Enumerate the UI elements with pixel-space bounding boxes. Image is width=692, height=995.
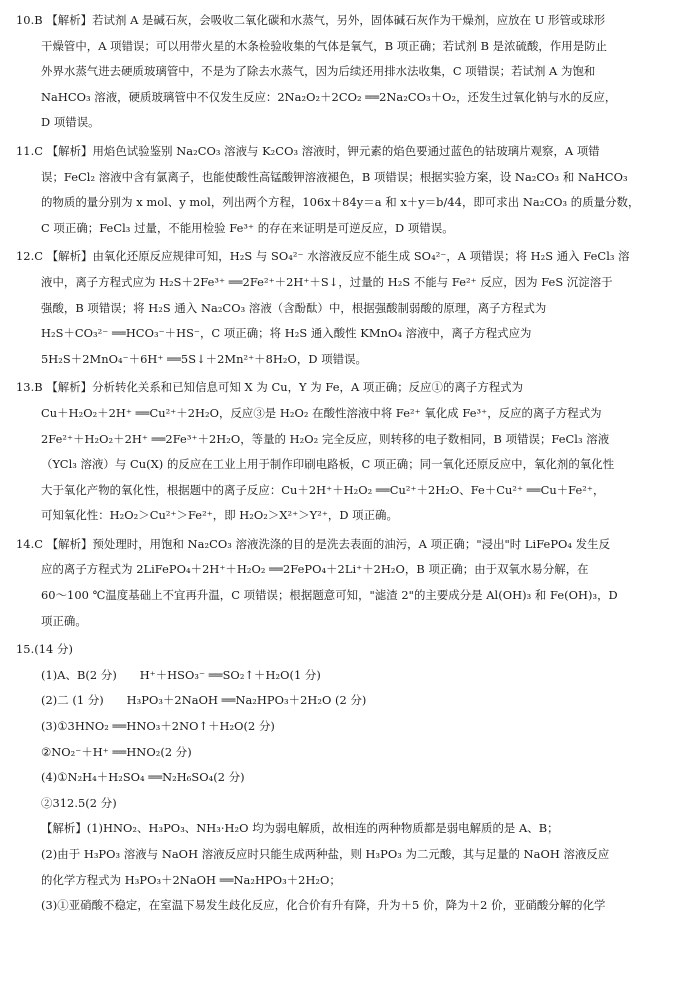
answer-line: ②312.5(2 分) bbox=[41, 795, 117, 810]
answer-line: 干燥管中，A 项错误；可以用带火星的木条检验收集的气体是氧气，B 项正确；若试剂 B 是浓硫酸，作用是防止 bbox=[41, 38, 608, 53]
answer-line: 液中，离子方程式应为 H₂S＋2Fe³⁺ ══2Fe²⁺＋2H⁺＋S↓，过量的 H₂S 不能与 Fe²⁺ 反应，因为 FeS 沉淀溶于 bbox=[41, 274, 613, 289]
answer-line: (3)①3HNO₂ ══HNO₃＋2NO↑＋H₂O(2 分) bbox=[41, 719, 275, 734]
answer-line: 应的离子方程式为 2LiFePO₄＋2H⁺＋H₂O₂ ══2FePO₄＋2Li⁺＋2H₂O，B 项正确；由于双氧水易分解，在 bbox=[41, 562, 589, 577]
answer-item-12 bbox=[16, 244, 678, 372]
answer-line: (2)二 (1 分) H₃PO₃＋2NaOH ══Na₂HPO₃＋2H₂O (2 分) bbox=[41, 693, 367, 708]
answer-line: 误；FeCl₂ 溶液中含有氯离子，也能使酸性高锰酸钾溶液褪色，B 项错误；根据实验方案，设 Na₂CO₃ 和 NaHCO₃ bbox=[41, 169, 628, 184]
answer-line: NaHCO₃ 溶液，硬质玻璃管中不仅发生反应：2Na₂O₂＋2CO₂ ══2Na₂CO₃＋O₂，还发生过氧化钠与水的反应， bbox=[41, 89, 617, 104]
answer-item-15 bbox=[16, 637, 678, 919]
answer-item-13 bbox=[16, 375, 678, 529]
answer-line: Cu＋H₂O₂＋2H⁺ ══Cu²⁺＋2H₂O，反应③是 H₂O₂ 在酸性溶液中将 Fe²⁺ 氧化成 Fe³⁺，反应的离子方程式为 bbox=[41, 405, 602, 420]
answer-line: 的物质的量分别为 x mol、y mol，列出两个方程，106x＋84y＝a 和 x＋y＝b/44，即可求出 Na₂CO₃ 的质量分数， bbox=[41, 195, 640, 210]
answer-line: (1)A、B(2 分) H⁺＋HSO₃⁻ ══SO₂↑＋H₂O(1 分) bbox=[41, 667, 321, 682]
answer-line: 14.C 【解析】预处理时，用饱和 Na₂CO₃ 溶液洗涤的目的是洗去表面的油污，A 项正确；"浸出"时 LiFePO₄ 发生反 bbox=[16, 536, 611, 551]
answer-line: 外界水蒸气进去硬质玻璃管中，不是为了除去水蒸气，因为后续还用排水法收集，C 项错误；若试剂 A 为饱和 bbox=[41, 64, 596, 79]
answer-line: H₂S＋CO₃²⁻ ══HCO₃⁻＋HS⁻，C 项正确；将 H₂S 通入酸性 KMnO₄ 溶液中，离子方程式应为 bbox=[41, 326, 532, 341]
answer-line: 13.B 【解析】分析转化关系和已知信息可知 X 为 Cu，Y 为 Fe，A 项正确；反应①的离子方程式为 bbox=[16, 380, 524, 395]
answer-line: ②NO₂⁻＋H⁺ ══HNO₂(2 分) bbox=[41, 744, 192, 759]
answer-line: （YCl₃ 溶液）与 Cu(X) 的反应在工业上用于制作印刷电路板，C 项正确；同一氧化还原反应中，氧化剂的氧化性 bbox=[41, 457, 615, 472]
answer-line: 强酸，B 项错误；将 H₂S 通入 Na₂CO₃ 溶液（含酚酞）中，根据强酸制弱酸的原理，离子方程式为 bbox=[41, 300, 547, 315]
answer-item-11 bbox=[16, 139, 678, 241]
answer-line: 2Fe²⁺＋H₂O₂＋2H⁺ ══2Fe³⁺＋2H₂O，等量的 H₂O₂ 完全反应，则转移的电子数相同，B 项错误；FeCl₃ 溶液 bbox=[41, 431, 610, 446]
answer-item-10 bbox=[16, 8, 678, 136]
answer-line: 15.(14 分) bbox=[16, 642, 73, 657]
answer-line: 10.B 【解析】若试剂 A 是碱石灰，会吸收二氧化碳和水蒸气，另外，固体碱石灰作为干燥剂，应放在 U 形管或球形 bbox=[16, 13, 606, 27]
answer-line: 可知氧化性：H₂O₂＞Cu²⁺＞Fe²⁺，即 H₂O₂＞X²⁺＞Y²⁺，D 项正确。 bbox=[41, 508, 398, 523]
answer-line: 大于氧化产物的氧化性，根据题中的离子反应：Cu＋2H⁺＋H₂O₂ ══Cu²⁺＋2H₂O、Fe＋Cu²⁺ ══Cu＋Fe²⁺， bbox=[41, 482, 605, 497]
answer-line: 的化学方程式为 H₃PO₃＋2NaOH ══Na₂HPO₃＋2H₂O； bbox=[41, 872, 341, 887]
answer-line: C 项正确；FeCl₃ 过量，不能用检验 Fe³⁺ 的存在来证明是可逆反应，D 项错误。 bbox=[41, 220, 454, 235]
answer-line: 项正确。 bbox=[41, 613, 87, 628]
answer-line: 5H₂S＋2MnO₄⁻＋6H⁺ ══5S↓＋2Mn²⁺＋8H₂O，D 项错误。 bbox=[41, 351, 367, 366]
answer-line: (3)①亚硝酸不稳定，在室温下易发生歧化反应，化合价有升有降，升为＋5 价，降为＋2 价，亚硝酸分解的化学 bbox=[41, 898, 606, 913]
answer-line: (4)①N₂H₄＋H₂SO₄ ══N₂H₆SO₄(2 分) bbox=[41, 770, 245, 785]
answer-line: D 项错误。 bbox=[41, 115, 100, 130]
answer-line: 60～100 ℃温度基础上不宜再升温，C 项错误；根据题意可知，"滤渣 2"的主要成分是 Al(OH)₃ 和 Fe(OH)₃，D bbox=[41, 588, 618, 603]
answer-line: 【解析】(1)HNO₂、H₃PO₃、NH₃·H₂O 均为弱电解质，故相连的两种物质都是弱电解质的是 A、B； bbox=[41, 821, 559, 836]
answer-line: (2)由于 H₃PO₃ 溶液与 NaOH 溶液反应时只能生成两种盐，则 H₃PO₃ 为二元酸，其与足量的 NaOH 溶液反应 bbox=[41, 847, 610, 861]
answer-line: 11.C 【解析】用焰色试验鉴别 Na₂CO₃ 溶液与 K₂CO₃ 溶液时，钾元素的焰色要通过蓝色的钴玻璃片观察，A 项错 bbox=[16, 143, 600, 158]
answer-line: 12.C 【解析】由氧化还原反应规律可知，H₂S 与 SO₄²⁻ 水溶液反应不能生成 SO₄²⁻，A 项错误；将 H₂S 通入 FeCl₃ 溶 bbox=[16, 249, 630, 264]
answer-item-14 bbox=[16, 532, 678, 634]
